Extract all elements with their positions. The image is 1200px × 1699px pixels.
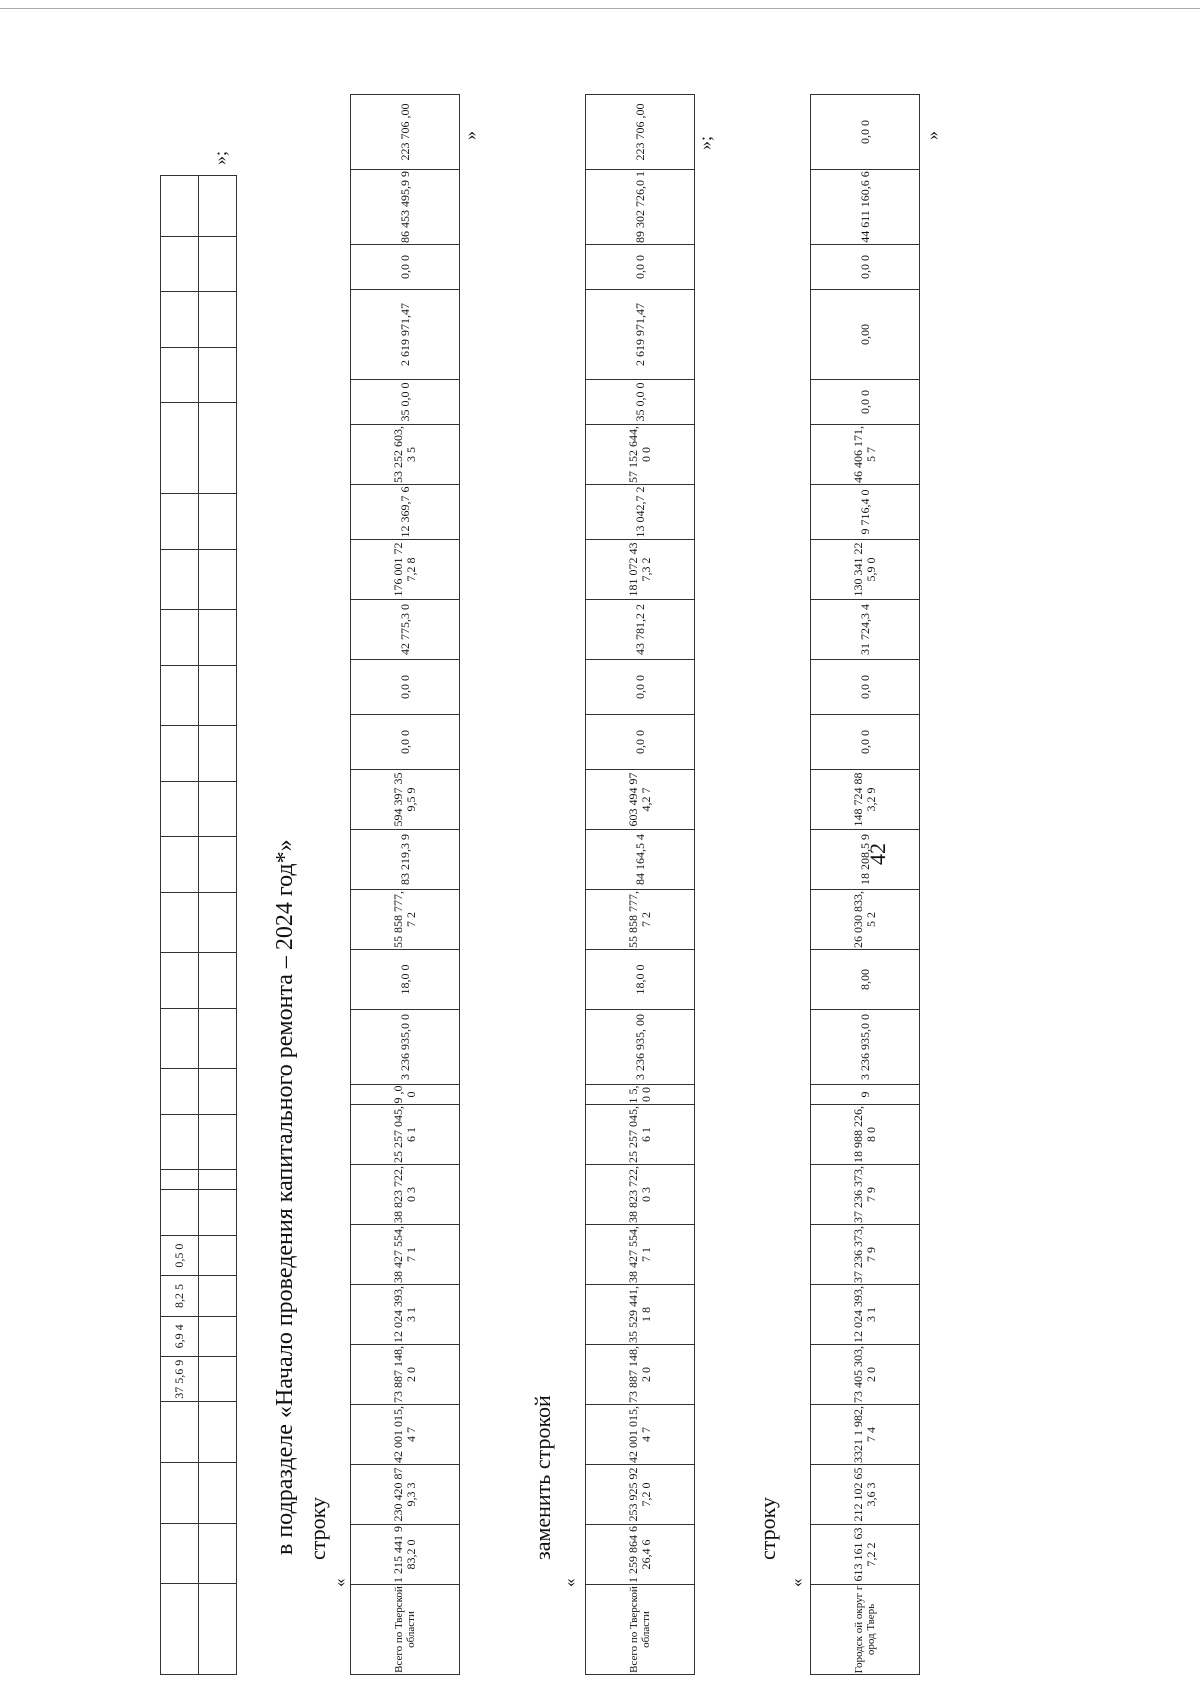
cell	[199, 347, 237, 403]
cell	[161, 892, 199, 953]
cell	[199, 953, 237, 1009]
cell: 3 236 935,0 0	[811, 1010, 920, 1085]
cell: 3321 1 982,7 4	[811, 1405, 920, 1465]
cell: 73 405 303,2 0	[811, 1345, 920, 1405]
section-heading: в подразделе «Начало проведения капитального ремонта – 2024 год*»	[272, 839, 298, 1555]
cell	[161, 665, 199, 726]
end-mark-4: »	[922, 131, 942, 140]
cell: 44 611 160,6 6	[811, 170, 920, 245]
cell: 38 427 554,7 1	[351, 1225, 460, 1285]
cell: 57 152 644,0 0	[586, 425, 695, 485]
cell: 0,0 0	[351, 660, 460, 715]
cell: 43 781,2 2	[586, 600, 695, 660]
cell: 12 024 393,3 1	[811, 1285, 920, 1345]
cell	[199, 1276, 237, 1316]
cell	[161, 1008, 199, 1069]
cell: 8,00	[811, 950, 920, 1010]
cell: 9	[811, 1085, 920, 1105]
cell	[161, 1069, 199, 1114]
cell	[161, 726, 199, 782]
row-label: Всего по Тверской области	[586, 1585, 695, 1675]
cell: 0,0 0	[586, 715, 695, 770]
cell: 3 236 935,0 0	[351, 1010, 460, 1085]
cell	[199, 1584, 237, 1675]
cell	[199, 1402, 237, 1463]
new-total-row	[586, 95, 695, 1675]
label-stroku: строку	[305, 1496, 330, 1560]
cell: 0,00	[811, 290, 920, 380]
cell	[199, 176, 237, 237]
cell: 148 724 883,2 9	[811, 770, 920, 830]
cell: 25 257 045,6 1	[351, 1105, 460, 1165]
cell: 35 529 441,1 8	[586, 1285, 695, 1345]
cell: 9 716,4 0	[811, 485, 920, 540]
cell	[161, 1402, 199, 1463]
cell	[199, 1114, 237, 1170]
cell: 0,0 0	[586, 660, 695, 715]
continuation-row	[161, 176, 199, 1675]
cell	[199, 837, 237, 893]
cell: 0,0 0	[351, 715, 460, 770]
cell: 230 420 879,3 3	[351, 1465, 460, 1525]
cell	[199, 610, 237, 666]
cell	[199, 1316, 237, 1356]
cell	[161, 347, 199, 403]
page-number: 42	[865, 843, 890, 865]
cell: 25 257 045,6 1	[586, 1105, 695, 1165]
cell	[161, 953, 199, 1009]
cell	[199, 292, 237, 348]
cell: 12 024 393,3 1	[351, 1285, 460, 1345]
cell	[199, 1008, 237, 1069]
cell: 613 161 637,2 2	[811, 1525, 920, 1585]
cell: 0,0 0	[811, 245, 920, 290]
cell: 35 0,0 0	[586, 380, 695, 425]
cell: 42 775,3 0	[351, 600, 460, 660]
cell: 0,5 0	[161, 1235, 199, 1275]
continuation-table	[160, 175, 237, 1675]
cell	[161, 1170, 199, 1190]
cell	[161, 1190, 199, 1235]
cell	[199, 1235, 237, 1275]
cell: 594 397 359,5 9	[351, 770, 460, 830]
cell: 37 236 373,7 9	[811, 1165, 920, 1225]
old-total-row	[351, 95, 460, 1675]
old-total-table	[350, 94, 460, 1675]
cell	[161, 236, 199, 292]
cell: 130 341 225,9 0	[811, 540, 920, 600]
tver-row	[811, 95, 920, 1675]
cell	[199, 1463, 237, 1524]
cell: 86 453 495,9 9	[351, 170, 460, 245]
cell: 2 619 971,47	[586, 290, 695, 380]
cell	[161, 837, 199, 893]
cell: 84 164,5 4	[586, 830, 695, 890]
end-mark-2: »	[460, 131, 480, 140]
cell: 1 259 864 626,4 6	[586, 1525, 695, 1585]
rotated-page-content	[125, 55, 1005, 1675]
cell	[199, 1523, 237, 1584]
end-mark-1: »;	[210, 150, 230, 165]
cell	[161, 176, 199, 237]
row-label: Всего по Тверской области	[351, 1585, 460, 1675]
cell	[199, 236, 237, 292]
cell	[161, 494, 199, 550]
cell: 0,0 0	[811, 660, 920, 715]
cell: 212 102 653,6 3	[811, 1465, 920, 1525]
cell: 8,2 5	[161, 1276, 199, 1316]
cell: 176 001 727,2 8	[351, 540, 460, 600]
quote-open-2: «	[560, 1578, 579, 1587]
cell	[199, 403, 237, 494]
cell: 55 858 777,7 2	[586, 890, 695, 950]
cell: 89 302 726,0 1	[586, 170, 695, 245]
cell: 42 001 015,4 7	[351, 1405, 460, 1465]
cell: 223 706 ,00	[351, 95, 460, 170]
continuation-row-empty	[199, 176, 237, 1675]
cell: 18 988 226,8 0	[811, 1105, 920, 1165]
page-top-rule	[0, 8, 1200, 9]
cell	[199, 494, 237, 550]
cell	[199, 1069, 237, 1114]
cell: 18 208,5 9	[811, 830, 920, 890]
cell: 6,9 4	[161, 1316, 199, 1356]
cell	[161, 1584, 199, 1675]
cell: 83 219,3 9	[351, 830, 460, 890]
cell	[161, 1523, 199, 1584]
cell: 26 030 833,5 2	[811, 890, 920, 950]
cell: 18,0 0	[586, 950, 695, 1010]
label-stroku-2: строку	[755, 1496, 780, 1560]
cell	[199, 1170, 237, 1190]
quote-open-3: «	[787, 1578, 806, 1587]
quote-open-1: «	[330, 1578, 349, 1587]
cell: 0,0 0	[811, 715, 920, 770]
cell	[161, 403, 199, 494]
cell	[199, 726, 237, 782]
cell: 31 724,3 4	[811, 600, 920, 660]
cell: 603 494 974,2 7	[586, 770, 695, 830]
cell: 0,0 0	[811, 380, 920, 425]
cell: 9 ,0 0	[351, 1085, 460, 1105]
cell: 38 823 722,0 3	[351, 1165, 460, 1225]
cell	[199, 1357, 237, 1402]
cell: 1 5, 0 0	[586, 1085, 695, 1105]
cell: 12 369,7 6	[351, 485, 460, 540]
cell: 38 427 554,7 1	[586, 1225, 695, 1285]
cell: 0,0 0	[351, 245, 460, 290]
cell	[199, 665, 237, 726]
tver-table	[810, 94, 920, 1675]
label-zamenit: заменить строкой	[530, 1395, 555, 1560]
cell	[161, 1114, 199, 1170]
cell: 35 0,0 0	[351, 380, 460, 425]
cell	[161, 1463, 199, 1524]
new-total-table	[585, 94, 695, 1675]
cell: 0,0 0	[586, 245, 695, 290]
cell	[199, 892, 237, 953]
cell: 181 072 437,3 2	[586, 540, 695, 600]
cell: 0,0 0	[811, 95, 920, 170]
cell	[161, 292, 199, 348]
cell: 37 236 373,7 9	[811, 1225, 920, 1285]
cell: 253 925 927,2 0	[586, 1465, 695, 1525]
cell	[161, 610, 199, 666]
cell	[161, 781, 199, 837]
cell: 2 619 971,47	[351, 290, 460, 380]
end-mark-3: »;	[695, 135, 715, 150]
cell: 53 252 603,3 5	[351, 425, 460, 485]
cell: 73 887 148,2 0	[351, 1345, 460, 1405]
cell: 18,0 0	[351, 950, 460, 1010]
cell: 73 887 148,2 0	[586, 1345, 695, 1405]
cell: 223 706 ,00	[586, 95, 695, 170]
cell: 46 406 171,5 7	[811, 425, 920, 485]
cell: 37 5,6 9	[161, 1357, 199, 1402]
cell	[199, 781, 237, 837]
cell	[199, 1190, 237, 1235]
cell: 3 236 935, 00	[586, 1010, 695, 1085]
row-label: Городск ой округ город Тверь	[811, 1585, 920, 1675]
cell: 42 001 015,4 7	[586, 1405, 695, 1465]
cell: 55 858 777,7 2	[351, 890, 460, 950]
cell: 1 215 441 983,2 0	[351, 1525, 460, 1585]
cell	[161, 549, 199, 610]
cell: 38 823 722,0 3	[586, 1165, 695, 1225]
cell	[199, 549, 237, 610]
cell: 13 042,7 2	[586, 485, 695, 540]
